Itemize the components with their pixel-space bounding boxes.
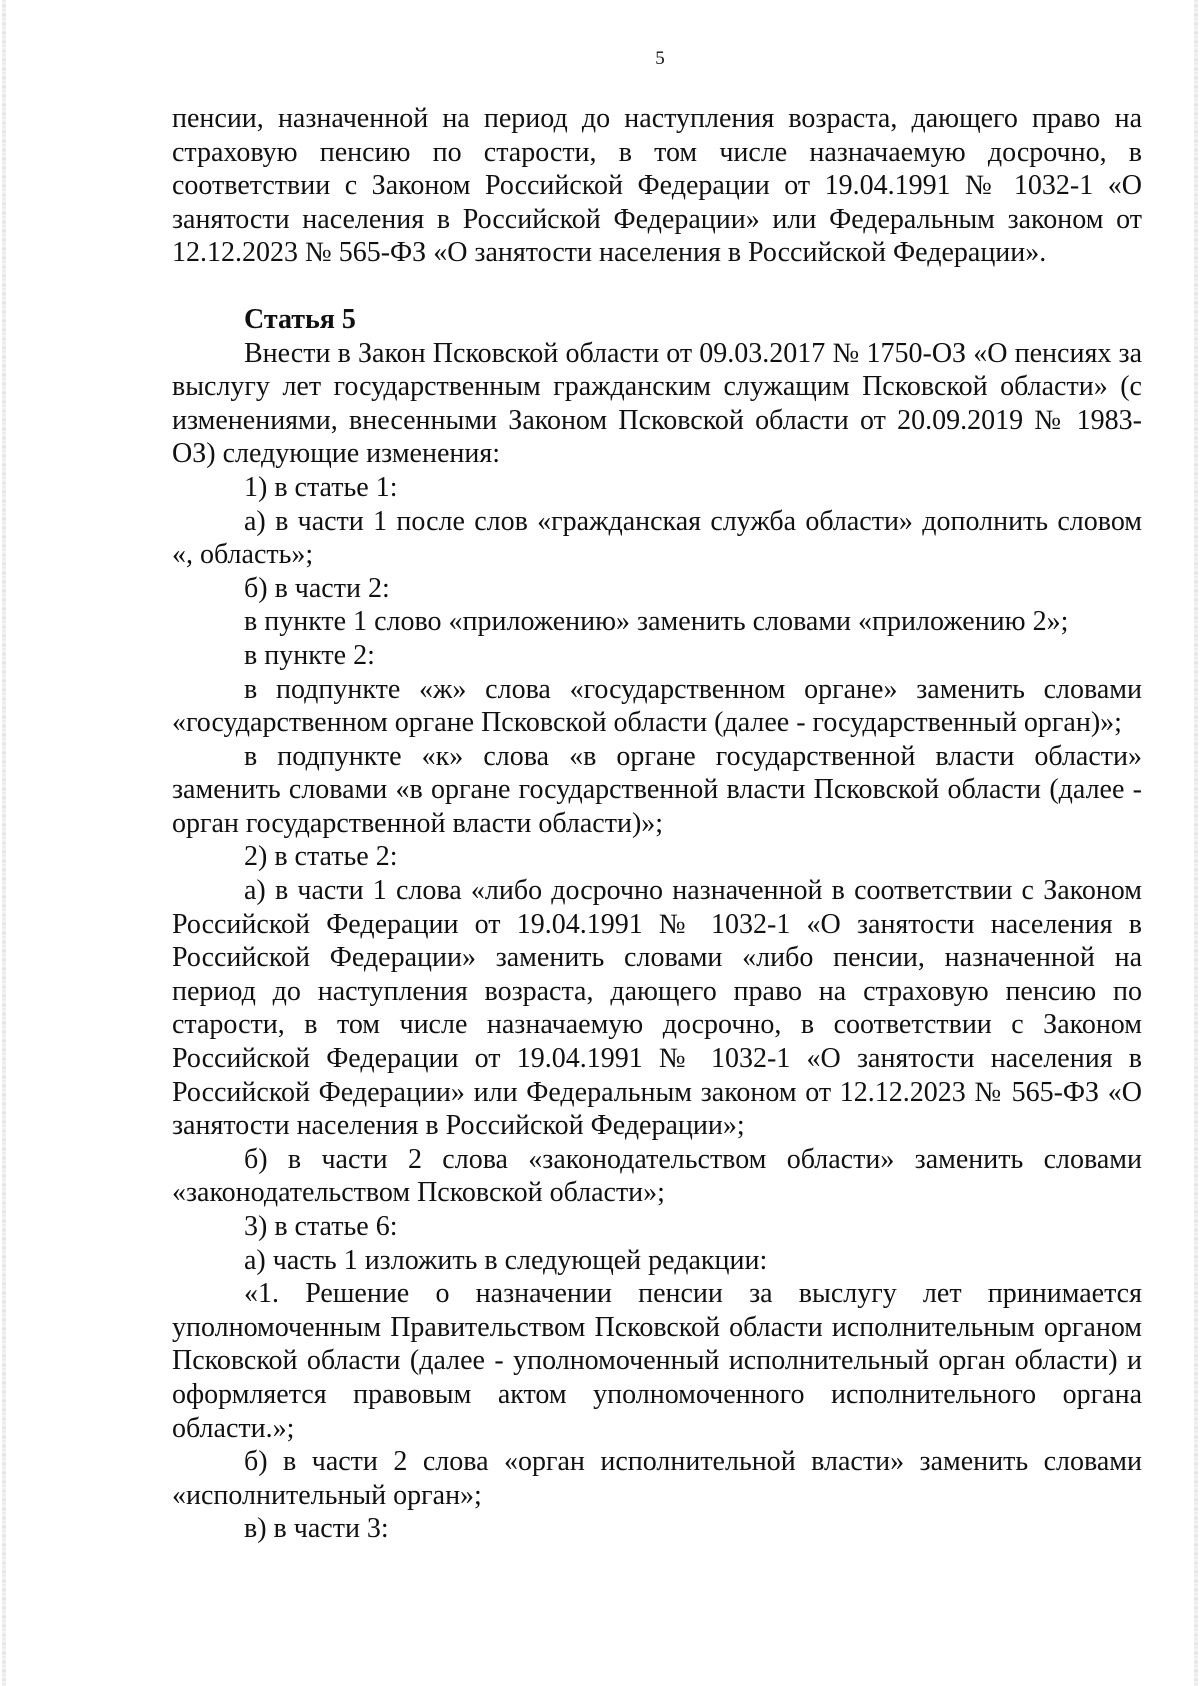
- amendment-item: в подпункте «к» слова «в органе государственной власти области» заменить словами «в органе государственной власти Псковской области (далее - орган государственной власти области)»;: [172, 740, 1142, 839]
- amendment-item: а) в части 1 после слов «гражданская служба области» дополнить словом «, область»;: [172, 505, 1142, 571]
- amendment-item: 1) в статье 1:: [244, 471, 398, 503]
- scan-edge-right: [1194, 0, 1198, 1686]
- amendment-item: 3) в статье 6:: [244, 1211, 398, 1242]
- amendment-item: 2) в статье 2:: [244, 841, 398, 873]
- continuation-paragraph: пенсии, назначенной на период до наступления возраста, дающего право на страховую пенсию по старости, в том числе назначаемую досрочно, в соответствии с Законом Российской Федерации от 19.04.1991 № 1032-1 «О занятости населения в Российской Федерации» или Федеральным законом от 12.12.2023 № 565-ФЗ «О занятости населения в Российской Федерации».: [172, 103, 1142, 269]
- article-intro: Внести в Закон Псковской области от 09.03.2017 № 1750-ОЗ «О пенсиях за выслугу лет государственным гражданским служащим Псковской области» (с изменениями, внесенными Законом Псковской области от 20.09.2019 № 1983-ОЗ) следующие изменения:: [172, 337, 1142, 470]
- amendment-item: б) в части 2 слова «законодательством области» заменить словами «законодательством Псковской области»;: [172, 1143, 1142, 1209]
- amendment-item: в пункте 1 слово «приложению» заменить словами «приложению 2»;: [244, 606, 1069, 638]
- page-number: 5: [655, 48, 665, 69]
- amendment-item: б) в части 2:: [244, 572, 390, 604]
- article-heading: Статья 5: [244, 303, 356, 335]
- document-body: [172, 102, 1142, 1546]
- amendment-item: в пункте 2:: [244, 639, 375, 671]
- amendment-item: в) в части 3:: [244, 1513, 389, 1545]
- amendment-item: б) в части 2 слова «орган исполнительной власти» заменить словами «исполнительный орган»;: [172, 1446, 1142, 1511]
- amendment-item: «1. Решение о назначении пенсии за выслугу лет принимается уполномоченным Правительством Псковской области исполнительным органом Псковской области (далее - уполномоченный исполнительный орган области) и оформляется правовым актом уполномоченного исполнительного органа области.»;: [172, 1278, 1142, 1444]
- amendment-item: в подпункте «ж» слова «государственном органе» заменить словами «государственном органе Псковской области (далее - государственный орган)»;: [172, 673, 1142, 739]
- scan-edge-left: [2, 0, 6, 1686]
- amendment-item: а) в части 1 слова «либо досрочно назначенной в соответствии с Законом Российской Федерации от 19.04.1991 № 1032-1 «О занятости населения в Российской Федерации» заменить словами «либо пенсии, назначенной на период до наступления возраста, дающего право на страховую пенсию по старости, в том числе назначаемую досрочно, в соответствии с Законом Российской Федерации от 19.04.1991 № 1032-1 «О занятости населения в Российской Федерации» или Федеральным законом от 12.12.2023 № 565-ФЗ «О занятости населения в Российской Федерации»;: [172, 875, 1142, 1142]
- amendment-item: а) часть 1 изложить в следующей редакции:: [244, 1244, 768, 1276]
